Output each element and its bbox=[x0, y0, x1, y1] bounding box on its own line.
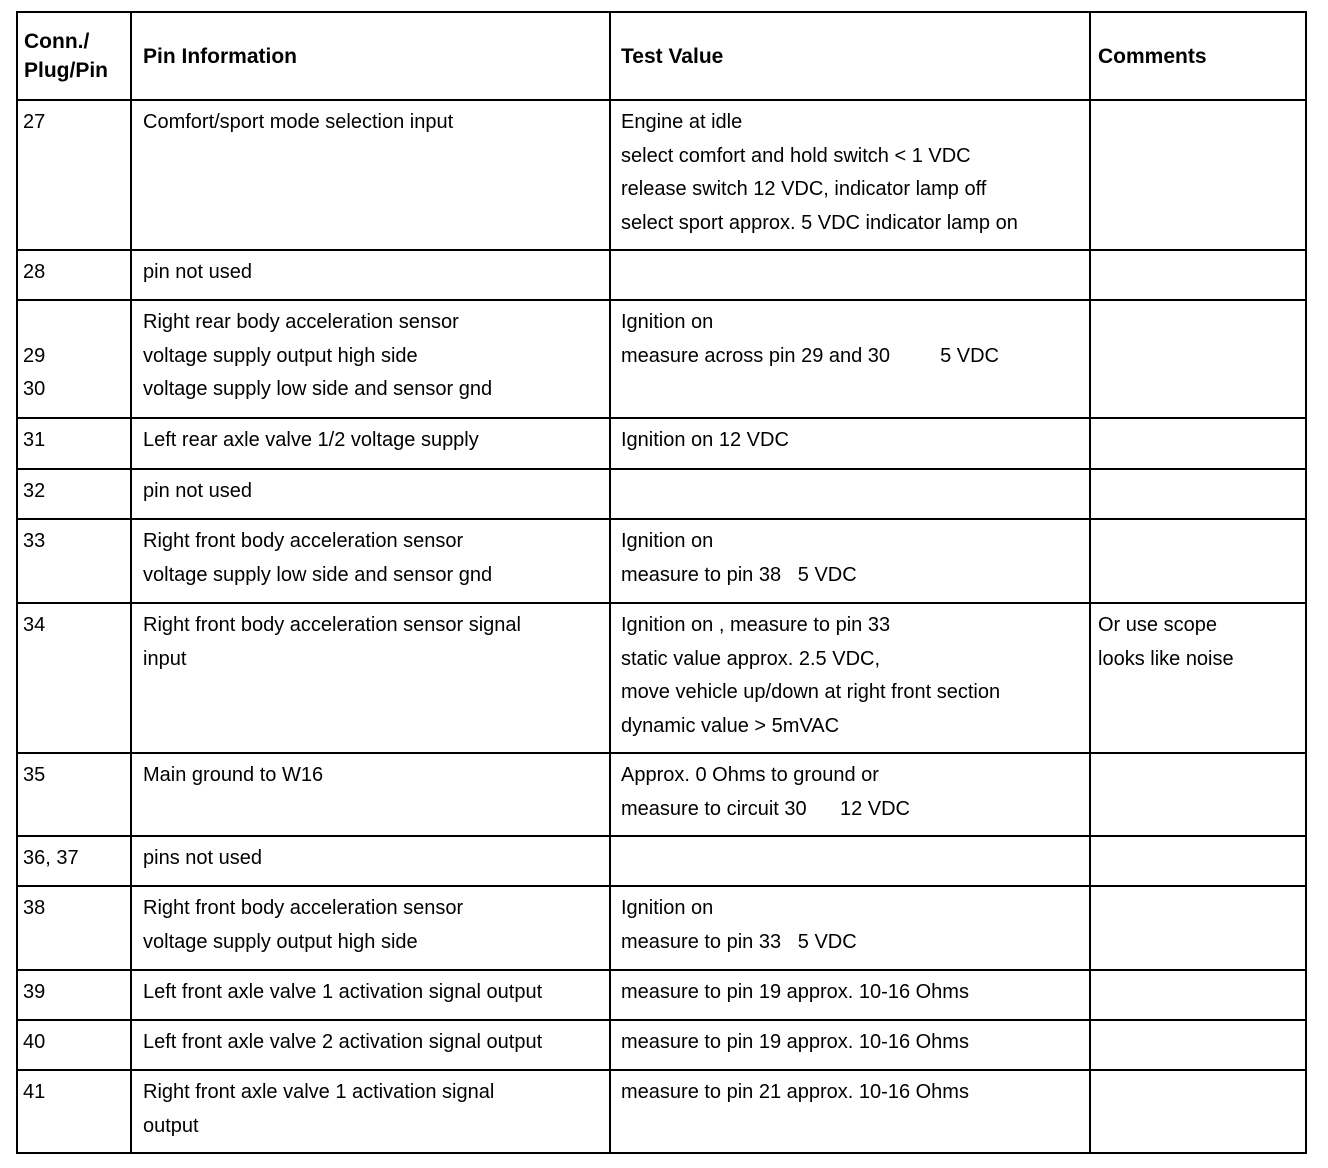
test-value-cell bbox=[610, 603, 1090, 753]
table-row bbox=[17, 970, 1306, 1020]
comments-cell bbox=[1090, 469, 1306, 519]
pin-info-line: Comfort/sport mode selection input bbox=[143, 111, 454, 133]
comment-line: looks like noise bbox=[1098, 647, 1234, 670]
pin-info-line: voltage supply output high side bbox=[143, 930, 418, 953]
test-value-cell bbox=[610, 519, 1090, 603]
test-value-line: Ignition on , measure to pin 33 bbox=[621, 614, 891, 636]
pin-info-cell bbox=[131, 836, 610, 886]
pin-cell bbox=[17, 300, 131, 418]
pin-info-line: voltage supply low side and sensor gnd bbox=[143, 563, 493, 586]
pin-info-line: Left front axle valve 2 activation signal output bbox=[143, 1031, 543, 1053]
test-value-cell bbox=[610, 1070, 1090, 1153]
pin-cell bbox=[17, 886, 131, 970]
test-value-line: measure to pin 38 5 VDC bbox=[621, 563, 857, 586]
pin-cell bbox=[17, 1070, 131, 1153]
header-comments-label: Comments bbox=[1098, 44, 1207, 68]
pin-info-cell bbox=[131, 1020, 610, 1070]
pin-table bbox=[16, 11, 1307, 1154]
pin-label: 30 bbox=[23, 378, 46, 400]
pin-info-line: Right front body acceleration sensor bbox=[143, 897, 464, 919]
test-value-line: measure to pin 19 approx. 10-16 Ohms bbox=[621, 1031, 969, 1053]
pin-info-cell bbox=[131, 886, 610, 970]
test-value-line: Approx. 0 Ohms to ground or bbox=[621, 764, 879, 786]
pin-label: 33 bbox=[23, 530, 46, 552]
pin-info-line: pin not used bbox=[143, 261, 252, 283]
pin-info-cell bbox=[131, 1070, 610, 1153]
table-row bbox=[17, 250, 1306, 300]
pin-info-cell bbox=[131, 250, 610, 300]
pin-info-cell bbox=[131, 753, 610, 836]
pin-info-line: pins not used bbox=[143, 847, 262, 869]
comments-cell bbox=[1090, 970, 1306, 1020]
table-row bbox=[17, 603, 1306, 753]
pin-info-line: Right front body acceleration sensor signal bbox=[143, 614, 521, 636]
pin-cell bbox=[17, 603, 131, 753]
comment-line: Or use scope bbox=[1098, 614, 1217, 636]
pin-label: 28 bbox=[23, 261, 46, 283]
test-value-cell bbox=[610, 886, 1090, 970]
comments-cell bbox=[1090, 886, 1306, 970]
table-row bbox=[17, 1020, 1306, 1070]
test-value-line: measure to circuit 30 12 VDC bbox=[621, 797, 911, 820]
test-value-line: dynamic value > 5mVAC bbox=[621, 714, 840, 737]
pin-info-line: voltage supply low side and sensor gnd bbox=[143, 378, 493, 400]
table-row bbox=[17, 519, 1306, 603]
test-value-line: Engine at idle bbox=[621, 111, 743, 133]
comments-cell bbox=[1090, 836, 1306, 886]
test-value-line: Ignition on bbox=[621, 897, 714, 919]
header-info-label: Pin Information bbox=[143, 44, 297, 68]
pin-cell bbox=[17, 970, 131, 1020]
pin-label: 36, 37 bbox=[23, 847, 79, 869]
table-row bbox=[17, 753, 1306, 836]
pin-label bbox=[23, 306, 124, 340]
table-row bbox=[17, 836, 1306, 886]
pin-info-cell bbox=[131, 603, 610, 753]
pin-label: 39 bbox=[23, 981, 46, 1003]
pin-label: 29 bbox=[23, 344, 46, 367]
table-row bbox=[17, 300, 1306, 418]
test-value-line: Ignition on bbox=[621, 530, 714, 552]
test-value-cell bbox=[610, 418, 1090, 469]
pin-info-line: voltage supply output high side bbox=[143, 344, 418, 367]
test-value-cell bbox=[610, 469, 1090, 519]
pin-cell bbox=[17, 100, 131, 250]
test-value-line: select sport approx. 5 VDC indicator lamp on bbox=[621, 211, 1018, 234]
test-value-cell bbox=[610, 250, 1090, 300]
pin-label: 34 bbox=[23, 614, 46, 636]
pin-info-cell bbox=[131, 469, 610, 519]
pin-info-cell bbox=[131, 418, 610, 469]
test-value-cell bbox=[610, 1020, 1090, 1070]
pin-info-line: Right rear body acceleration sensor bbox=[143, 311, 459, 333]
pin-label: 32 bbox=[23, 480, 46, 502]
header-row bbox=[17, 12, 1306, 100]
pin-label: 31 bbox=[23, 429, 46, 451]
pin-label: 41 bbox=[23, 1081, 46, 1103]
pin-cell bbox=[17, 836, 131, 886]
comments-cell bbox=[1090, 250, 1306, 300]
pin-info-cell bbox=[131, 300, 610, 418]
comments-cell bbox=[1090, 100, 1306, 250]
pin-info-line: input bbox=[143, 647, 187, 670]
pin-info-line: pin not used bbox=[143, 480, 252, 502]
header-test-label: Test Value bbox=[621, 44, 724, 68]
pin-label: 35 bbox=[23, 764, 46, 786]
comments-cell bbox=[1090, 418, 1306, 469]
test-value-line: move vehicle up/down at right front section bbox=[621, 681, 1001, 703]
table-row bbox=[17, 469, 1306, 519]
comments-cell bbox=[1090, 603, 1306, 753]
test-value-line: release switch 12 VDC, indicator lamp off bbox=[621, 178, 987, 200]
comments-cell bbox=[1090, 753, 1306, 836]
pin-cell bbox=[17, 418, 131, 469]
pin-label: 38 bbox=[23, 897, 46, 919]
test-value-line: measure across pin 29 and 30 5 VDC bbox=[621, 344, 999, 367]
pin-cell bbox=[17, 753, 131, 836]
header-comments bbox=[1090, 12, 1306, 100]
test-value-line: measure to pin 33 5 VDC bbox=[621, 930, 857, 953]
test-value-cell bbox=[610, 970, 1090, 1020]
pin-info-cell bbox=[131, 970, 610, 1020]
table-row bbox=[17, 1070, 1306, 1153]
pin-cell bbox=[17, 1020, 131, 1070]
test-value-cell bbox=[610, 836, 1090, 886]
header-pin-line-2: Plug/Pin bbox=[24, 59, 108, 82]
header-test-value bbox=[610, 12, 1090, 100]
comments-cell bbox=[1090, 300, 1306, 418]
pin-info-line: Right front axle valve 1 activation signal bbox=[143, 1081, 495, 1103]
test-value-line: measure to pin 19 approx. 10-16 Ohms bbox=[621, 981, 969, 1003]
test-value-line: measure to pin 21 approx. 10-16 Ohms bbox=[621, 1081, 969, 1103]
test-value-line: Ignition on 12 VDC bbox=[621, 429, 789, 451]
test-value-line: static value approx. 2.5 VDC, bbox=[621, 647, 881, 670]
pin-cell bbox=[17, 469, 131, 519]
pin-info-cell bbox=[131, 100, 610, 250]
header-pin-information bbox=[131, 12, 610, 100]
header-pin-line-1: Conn./ bbox=[24, 30, 90, 53]
header-conn-plug-pin bbox=[17, 12, 131, 100]
table-row bbox=[17, 100, 1306, 250]
pin-info-line: Main ground to W16 bbox=[143, 764, 324, 786]
pin-info-line: Left front axle valve 1 activation signal output bbox=[143, 981, 543, 1003]
test-value-cell bbox=[610, 100, 1090, 250]
test-value-cell bbox=[610, 753, 1090, 836]
pin-info-line: Right front body acceleration sensor bbox=[143, 530, 464, 552]
comments-cell bbox=[1090, 519, 1306, 603]
pin-cell bbox=[17, 519, 131, 603]
pin-info-line: output bbox=[143, 1114, 199, 1137]
table-row bbox=[17, 886, 1306, 970]
pin-info-cell bbox=[131, 519, 610, 603]
comments-cell bbox=[1090, 1020, 1306, 1070]
table-row bbox=[17, 418, 1306, 469]
pin-label: 40 bbox=[23, 1031, 46, 1053]
comments-cell bbox=[1090, 1070, 1306, 1153]
pin-cell bbox=[17, 250, 131, 300]
test-value-cell bbox=[610, 300, 1090, 418]
pin-label: 27 bbox=[23, 111, 46, 133]
pin-info-line: Left rear axle valve 1/2 voltage supply bbox=[143, 429, 479, 451]
test-value-line: select comfort and hold switch < 1 VDC bbox=[621, 144, 971, 167]
test-value-line: Ignition on bbox=[621, 311, 714, 333]
